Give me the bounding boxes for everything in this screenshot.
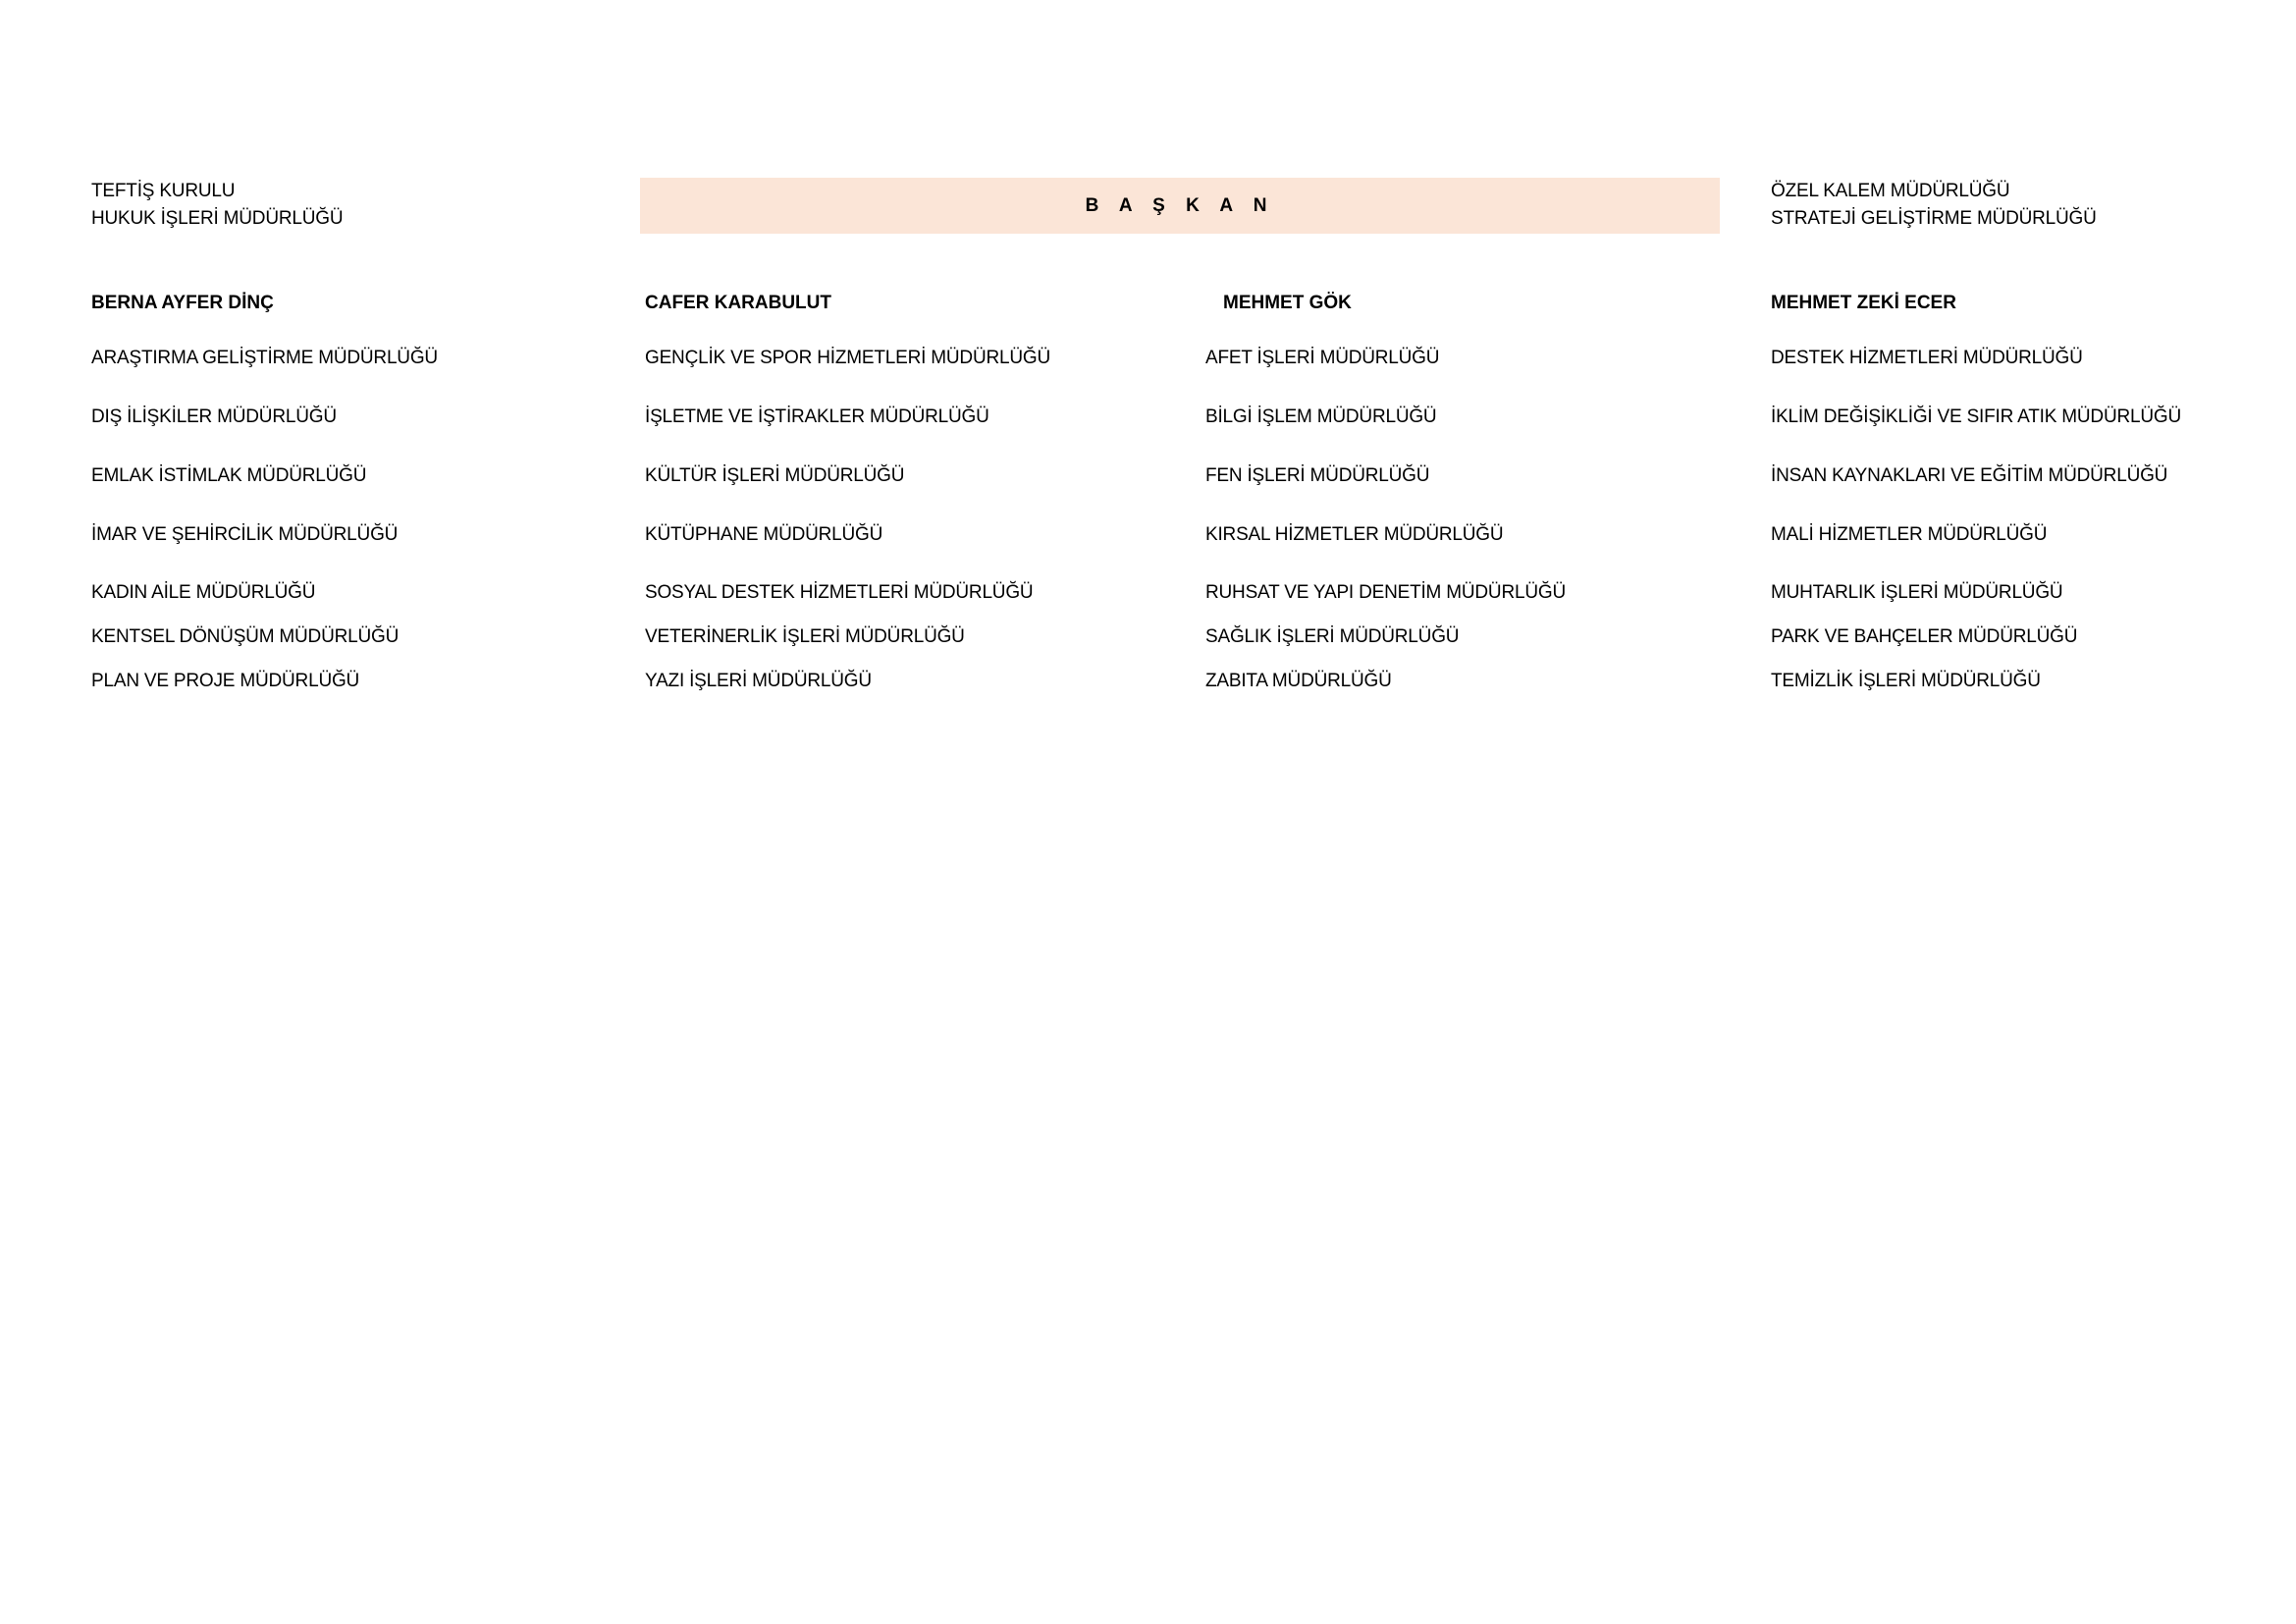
directorate-item: EMLAK İSTİMLAK MÜDÜRLÜĞÜ — [91, 465, 367, 486]
directorate-item: SOSYAL DESTEK HİZMETLERİ MÜDÜRLÜĞÜ — [645, 582, 1034, 603]
directorate-item: TEMİZLİK İŞLERİ MÜDÜRLÜĞÜ — [1771, 671, 2041, 691]
column-head: MEHMET ZEKİ ECER — [1771, 293, 1956, 313]
directorate-item: İNSAN KAYNAKLARI VE EĞİTİM MÜDÜRLÜĞÜ — [1771, 465, 2168, 486]
unit-teftis-kurulu: TEFTİŞ KURULU — [91, 181, 236, 201]
baskan-box — [640, 178, 1720, 234]
directorate-item: DIŞ İLİŞKİLER MÜDÜRLÜĞÜ — [91, 406, 337, 427]
directorate-item: SAĞLIK İŞLERİ MÜDÜRLÜĞÜ — [1205, 626, 1460, 647]
directorate-item: KÜLTÜR İŞLERİ MÜDÜRLÜĞÜ — [645, 465, 905, 486]
column-head: MEHMET GÖK — [1223, 293, 1352, 313]
directorate-item: PARK VE BAHÇELER MÜDÜRLÜĞÜ — [1771, 626, 2078, 647]
baskan-label: B A Ş K A N — [1085, 194, 1275, 216]
directorate-item: GENÇLİK VE SPOR HİZMETLERİ MÜDÜRLÜĞÜ — [645, 348, 1050, 368]
directorate-item: İKLİM DEĞİŞİKLİĞİ VE SIFIR ATIK MÜDÜRLÜĞÜ — [1771, 406, 2181, 427]
directorate-item: VETERİNERLİK İŞLERİ MÜDÜRLÜĞÜ — [645, 626, 965, 647]
directorate-item: BİLGİ İŞLEM MÜDÜRLÜĞÜ — [1205, 406, 1437, 427]
directorate-item: AFET İŞLERİ MÜDÜRLÜĞÜ — [1205, 348, 1440, 368]
directorate-item: PLAN VE PROJE MÜDÜRLÜĞÜ — [91, 671, 360, 691]
unit-hukuk-isleri: HUKUK İŞLERİ MÜDÜRLÜĞÜ — [91, 208, 344, 229]
directorate-item: KIRSAL HİZMETLER MÜDÜRLÜĞÜ — [1205, 524, 1504, 545]
directorate-item: MALİ HİZMETLER MÜDÜRLÜĞÜ — [1771, 524, 2048, 545]
directorate-item: KÜTÜPHANE MÜDÜRLÜĞÜ — [645, 524, 883, 545]
directorate-item: FEN İŞLERİ MÜDÜRLÜĞÜ — [1205, 465, 1430, 486]
directorate-item: YAZI İŞLERİ MÜDÜRLÜĞÜ — [645, 671, 872, 691]
directorate-item: İMAR VE ŞEHİRCİLİK MÜDÜRLÜĞÜ — [91, 524, 399, 545]
directorate-item: İŞLETME VE İŞTİRAKLER MÜDÜRLÜĞÜ — [645, 406, 989, 427]
directorate-item: ZABITA MÜDÜRLÜĞÜ — [1205, 671, 1392, 691]
unit-strateji-gelistirme: STRATEJİ GELİŞTİRME MÜDÜRLÜĞÜ — [1771, 208, 2097, 229]
directorate-item: KENTSEL DÖNÜŞÜM MÜDÜRLÜĞÜ — [91, 626, 400, 647]
directorate-item: DESTEK HİZMETLERİ MÜDÜRLÜĞÜ — [1771, 348, 2083, 368]
directorate-item: ARAŞTIRMA GELİŞTİRME MÜDÜRLÜĞÜ — [91, 348, 438, 368]
directorate-item: MUHTARLIK İŞLERİ MÜDÜRLÜĞÜ — [1771, 582, 2063, 603]
directorate-item: KADIN AİLE MÜDÜRLÜĞÜ — [91, 582, 316, 603]
unit-ozel-kalem: ÖZEL KALEM MÜDÜRLÜĞÜ — [1771, 181, 2010, 201]
column-head: CAFER KARABULUT — [645, 293, 831, 313]
column-head: BERNA AYFER DİNÇ — [91, 293, 274, 313]
directorate-item: RUHSAT VE YAPI DENETİM MÜDÜRLÜĞÜ — [1205, 582, 1566, 603]
